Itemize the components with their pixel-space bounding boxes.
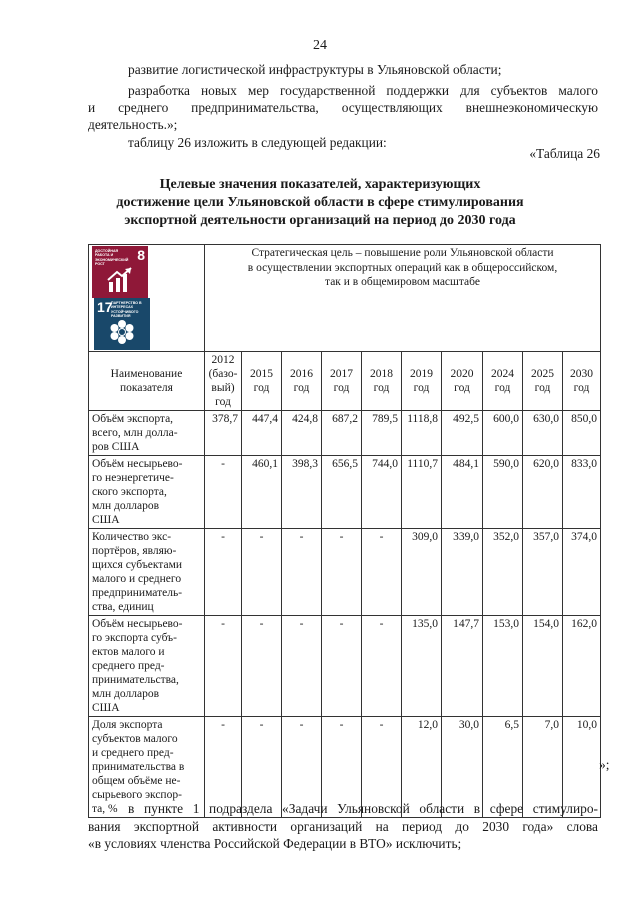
value-cell: 850,0 bbox=[563, 411, 601, 456]
header-year: 2017 год bbox=[322, 352, 362, 411]
header-indicator: Наименование показателя bbox=[89, 352, 205, 411]
table-row bbox=[89, 616, 601, 717]
value-cell: - bbox=[282, 529, 322, 616]
page-number: 24 bbox=[313, 38, 327, 53]
header-year: 2015 год bbox=[242, 352, 282, 411]
value-cell: - bbox=[205, 529, 242, 616]
paragraph-line: деятельность.»; bbox=[88, 117, 178, 132]
value-cell: 147,7 bbox=[442, 616, 483, 717]
table-row bbox=[89, 456, 601, 529]
value-cell: - bbox=[242, 529, 282, 616]
paragraph-line: и среднего предпринимательства, осуществляющих внешнеэкономическую bbox=[88, 100, 598, 115]
value-cell: - bbox=[205, 717, 242, 818]
value-cell: 30,0 bbox=[442, 717, 483, 818]
strategic-goal-cell: Стратегическая цель – повышение роли Ульяновской области в осуществлении экспортных операций как в общероссийском, так и в общемировом масштабе bbox=[205, 245, 601, 352]
header-year: 2030 год bbox=[563, 352, 601, 411]
growth-chart-icon bbox=[106, 266, 134, 294]
value-cell: 339,0 bbox=[442, 529, 483, 616]
sdg-logos-cell bbox=[89, 245, 205, 352]
paragraph-line: «в условиях членства Российской Федерации в ВТО» исключить; bbox=[88, 836, 462, 851]
paragraph-line: вания экспортной активности организаций на период до 2030 года» слова bbox=[88, 819, 598, 834]
value-cell: 352,0 bbox=[483, 529, 523, 616]
value-cell: - bbox=[362, 529, 402, 616]
table-row bbox=[89, 411, 601, 456]
value-cell: - bbox=[205, 616, 242, 717]
closing-quote-mark: »; bbox=[599, 757, 610, 772]
value-cell: 1118,8 bbox=[402, 411, 442, 456]
value-cell: 357,0 bbox=[523, 529, 563, 616]
header-year: 2019 год bbox=[402, 352, 442, 411]
header-year: 2020 год bbox=[442, 352, 483, 411]
header-row bbox=[89, 352, 601, 411]
value-cell: 374,0 bbox=[563, 529, 601, 616]
indicator-name: Объём несырьево- го экспорта субъ- ектов малого и среднего пред- принимательства, млн долларов США bbox=[89, 616, 205, 717]
value-cell: 153,0 bbox=[483, 616, 523, 717]
value-cell: 6,5 bbox=[483, 717, 523, 818]
value-cell: 492,5 bbox=[442, 411, 483, 456]
table-row bbox=[89, 529, 601, 616]
table-title bbox=[80, 176, 560, 230]
targets-table bbox=[88, 244, 601, 818]
value-cell: 424,8 bbox=[282, 411, 322, 456]
indicator-name: Объём экспорта, всего, млн долла- ров США bbox=[89, 411, 205, 456]
value-cell: - bbox=[282, 616, 322, 717]
indicator-name: Количество экс- портёров, являю- щихся субъектами малого и среднего предприниматель- ства, единиц bbox=[89, 529, 205, 616]
sdg-goal-17-logo: 17 ПАРТНЕРСТВО В ИНТЕРЕСАХ УСТОЙЧИВОГО РАЗВИТИЯ bbox=[94, 298, 150, 350]
table-title-line: достижение цели Ульяновской области в сфере стимулирования bbox=[116, 195, 524, 210]
value-cell: 162,0 bbox=[563, 616, 601, 717]
value-cell: 447,4 bbox=[242, 411, 282, 456]
value-cell: 484,1 bbox=[442, 456, 483, 529]
value-cell: - bbox=[362, 616, 402, 717]
paragraph-line: таблицу 26 изложить в следующей редакции: bbox=[128, 135, 387, 150]
value-cell: 833,0 bbox=[563, 456, 601, 529]
header-year: 2012 (базо- вый) год bbox=[205, 352, 242, 411]
value-cell: - bbox=[205, 456, 242, 529]
value-cell: - bbox=[322, 529, 362, 616]
goal-row bbox=[89, 245, 601, 352]
value-cell: 620,0 bbox=[523, 456, 563, 529]
value-cell: 744,0 bbox=[362, 456, 402, 529]
value-cell: 154,0 bbox=[523, 616, 563, 717]
header-year: 2018 год bbox=[362, 352, 402, 411]
value-cell: 630,0 bbox=[523, 411, 563, 456]
paragraph-line: разработка новых мер государственной поддержки для субъектов малого bbox=[128, 83, 598, 98]
table-reference: «Таблица 26 bbox=[529, 146, 600, 161]
paragraph-line: в пункте 1 подраздела «Задачи Ульяновской области в сфере стимулиро- bbox=[128, 801, 598, 816]
header-year: 2024 год bbox=[483, 352, 523, 411]
flower-ring-icon bbox=[108, 318, 136, 346]
value-cell: - bbox=[362, 717, 402, 818]
indicator-name: Доля экспорта субъектов малого и среднего пред- принимательства в общем объёме не- сырьевого экспор- та, % bbox=[89, 717, 205, 818]
table-title-line: Целевые значения показателей, характеризующих bbox=[159, 177, 481, 192]
value-cell: 656,5 bbox=[322, 456, 362, 529]
indicator-name: Объём несырьево- го неэнергетиче- ского экспорта, млн долларов США bbox=[89, 456, 205, 529]
value-cell: 135,0 bbox=[402, 616, 442, 717]
value-cell: 789,5 bbox=[362, 411, 402, 456]
paragraph-line: развитие логистической инфраструктуры в Ульяновской области; bbox=[128, 62, 502, 77]
header-year: 2025 год bbox=[523, 352, 563, 411]
value-cell: - bbox=[242, 616, 282, 717]
value-cell: 600,0 bbox=[483, 411, 523, 456]
value-cell: 10,0 bbox=[563, 717, 601, 818]
table-title-line: экспортной деятельности организаций на период до 2030 года bbox=[124, 213, 516, 228]
value-cell: 378,7 bbox=[205, 411, 242, 456]
value-cell: 7,0 bbox=[523, 717, 563, 818]
value-cell: - bbox=[242, 717, 282, 818]
value-cell: 687,2 bbox=[322, 411, 362, 456]
value-cell: - bbox=[322, 717, 362, 818]
value-cell: - bbox=[322, 616, 362, 717]
sdg-goal-8-logo: ДОСТОЙНАЯ РАБОТА И ЭКОНОМИЧЕСКИЙ РОСТ 8 bbox=[92, 246, 148, 298]
value-cell: 460,1 bbox=[242, 456, 282, 529]
header-year: 2016 год bbox=[282, 352, 322, 411]
value-cell: 309,0 bbox=[402, 529, 442, 616]
value-cell: 1110,7 bbox=[402, 456, 442, 529]
value-cell: 590,0 bbox=[483, 456, 523, 529]
value-cell: 398,3 bbox=[282, 456, 322, 529]
value-cell: - bbox=[282, 717, 322, 818]
value-cell: 12,0 bbox=[402, 717, 442, 818]
